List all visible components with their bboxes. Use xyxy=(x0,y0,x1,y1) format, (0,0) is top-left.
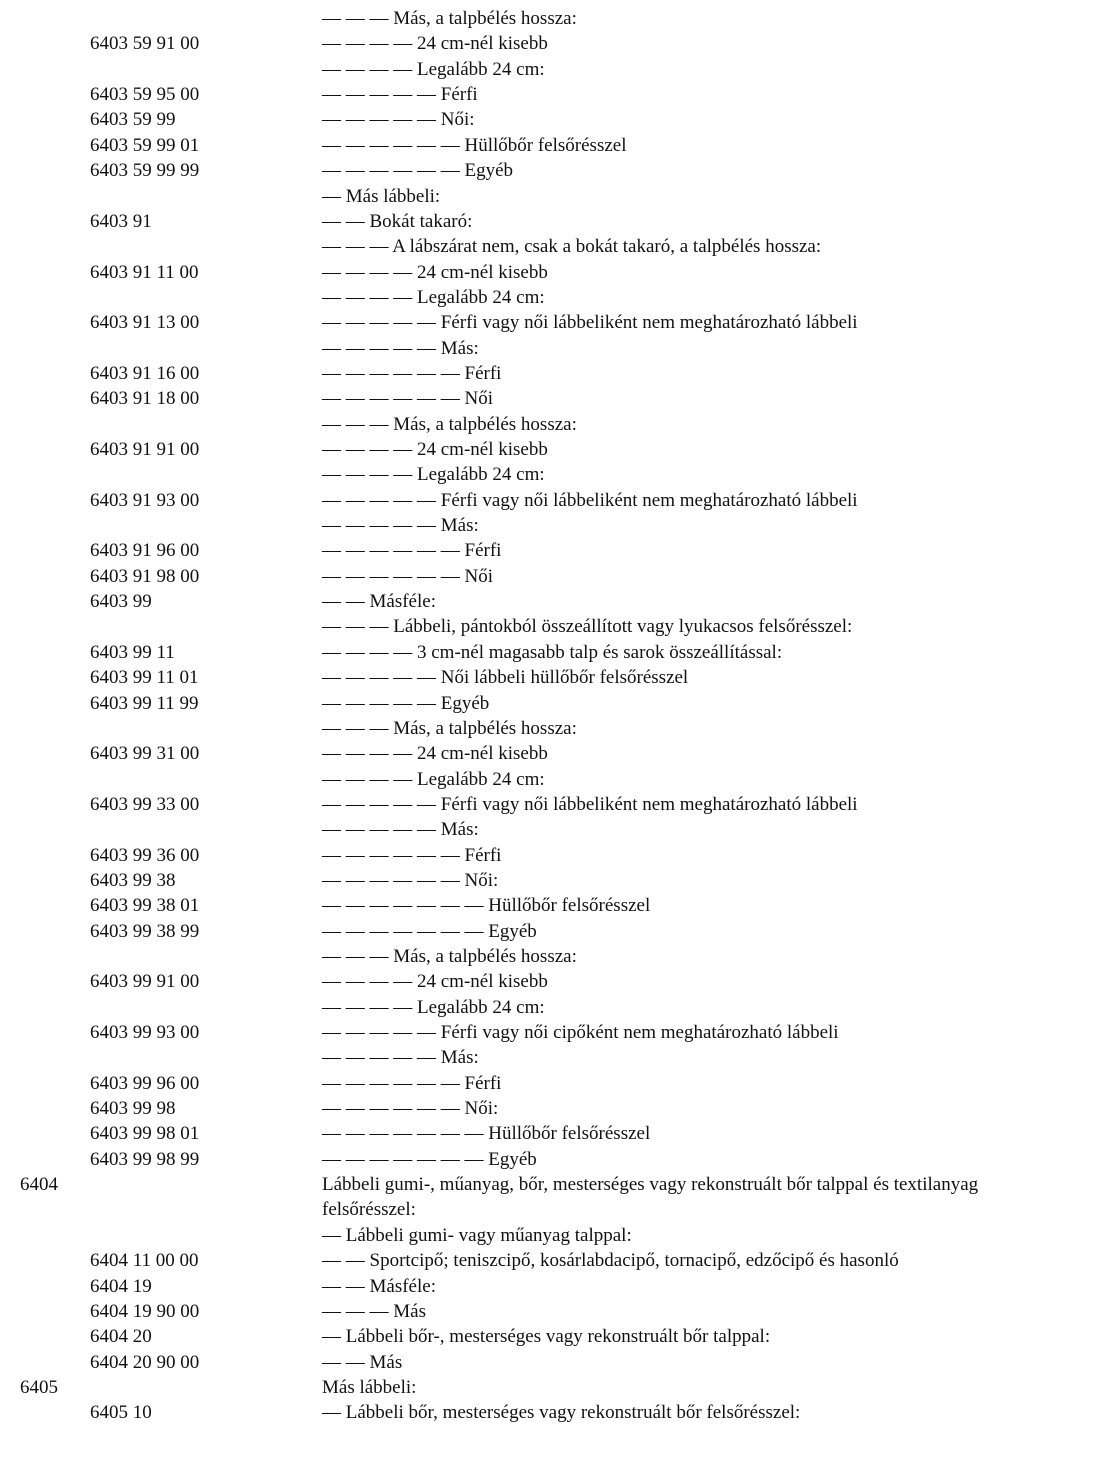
description-text: Más: xyxy=(440,1047,479,1069)
description-text: Más, a talpbélés hossza: xyxy=(393,946,577,967)
indent-dashes: — — — xyxy=(322,717,394,739)
description-text: 24 cm-nél kisebb xyxy=(417,743,548,765)
tariff-description xyxy=(322,310,1075,335)
tariff-description xyxy=(322,919,1075,944)
tariff-description xyxy=(322,6,1075,31)
tariff-row xyxy=(0,767,1115,792)
tariff-row xyxy=(0,107,1115,132)
tariff-code: 6403 99 11 99 xyxy=(90,692,199,714)
description-text: Egyéb xyxy=(488,1148,537,1170)
tariff-description xyxy=(322,1375,1075,1400)
tariff-description xyxy=(322,412,1075,437)
tariff-code: 6403 59 99 99 xyxy=(90,160,200,182)
tariff-row xyxy=(0,1121,1115,1146)
indent-dashes: — — — — — xyxy=(322,515,441,536)
tariff-row xyxy=(0,792,1115,817)
indent-dashes: — — — — — xyxy=(322,667,441,689)
description-text: Lábbeli gumi-, műanyag, bőr, mesterséges vagy rekonstruált bőr talppal és textilanyag felsőrésszel: xyxy=(322,1174,979,1221)
tariff-row xyxy=(0,1400,1115,1425)
indent-dashes: — — — — — — xyxy=(322,388,465,410)
tariff-row xyxy=(0,31,1115,56)
tariff-code: 6405 10 xyxy=(90,1402,152,1424)
indent-dashes: — — xyxy=(322,210,370,232)
description-text: Női: xyxy=(464,1098,499,1119)
description-text: Női lábbeli hüllőbőr felsőrésszel xyxy=(440,667,689,689)
tariff-description xyxy=(322,944,1075,969)
tariff-row xyxy=(0,285,1115,310)
tariff-code: 6403 91 xyxy=(90,210,152,232)
indent-dashes: — — — — — xyxy=(322,1022,441,1043)
description-text: Más: xyxy=(440,337,479,359)
tariff-row xyxy=(0,462,1115,487)
tariff-row xyxy=(0,513,1115,538)
tariff-row xyxy=(0,1096,1115,1121)
description-text: Férfi vagy női cipőként nem meghatározható lábbeli xyxy=(440,1022,839,1043)
tariff-row xyxy=(0,1071,1115,1096)
description-text: 3 cm-nél magasabb talp és sarok összeállítással: xyxy=(417,641,783,663)
description-text: Női: xyxy=(440,109,475,131)
indent-dashes: — xyxy=(322,1224,346,1246)
indent-dashes: — xyxy=(322,185,346,207)
indent-dashes: — — — xyxy=(322,8,394,29)
indent-dashes: — xyxy=(322,1402,346,1424)
tariff-description xyxy=(322,564,1075,589)
description-text: Hüllőbőr felsőrésszel xyxy=(488,895,651,917)
description-text: Lábbeli, pántokból összeállított vagy lyukacsos felsőrésszel: xyxy=(393,616,853,638)
tariff-code: 6403 99 38 99 xyxy=(90,920,200,942)
description-text: Másféle: xyxy=(369,591,436,613)
tariff-description xyxy=(322,82,1075,107)
description-text: Más lábbeli: xyxy=(322,1376,417,1398)
tariff-description xyxy=(322,234,1075,259)
tariff-code: 6403 99 91 00 xyxy=(90,971,200,993)
tariff-description xyxy=(322,1147,1075,1172)
tariff-row xyxy=(0,868,1115,893)
tariff-row xyxy=(0,843,1115,868)
description-text: Hüllőbőr felsőrésszel xyxy=(464,134,627,156)
tariff-row xyxy=(0,6,1115,31)
description-text: Férfi xyxy=(464,1072,502,1094)
indent-dashes: — — — — xyxy=(322,33,417,55)
indent-dashes: — — — — xyxy=(322,261,417,283)
tariff-code: 6403 99 38 xyxy=(90,869,176,891)
tariff-code: 6403 91 13 00 xyxy=(90,312,200,334)
tariff-code: 6403 91 16 00 xyxy=(90,362,200,384)
tariff-row xyxy=(0,336,1115,361)
description-text: Más: xyxy=(440,515,479,536)
tariff-row xyxy=(0,919,1115,944)
tariff-description xyxy=(322,1121,1075,1146)
description-text: Férfi xyxy=(464,844,502,866)
description-text: Legalább 24 cm: xyxy=(417,996,545,1018)
tariff-code: 6404 11 00 00 xyxy=(90,1250,199,1272)
tariff-description xyxy=(322,57,1075,82)
indent-dashes: — — — — xyxy=(322,464,417,486)
description-text: Más, a talpbélés hossza: xyxy=(393,717,577,739)
tariff-description xyxy=(322,1223,1075,1248)
description-text: Más: xyxy=(440,819,479,841)
description-text: Sportcipő; teniszcipő, kosárlabdacipő, tornacipő, edzőcipő és hasonló xyxy=(369,1250,899,1272)
tariff-row xyxy=(0,741,1115,766)
indent-dashes: — — — — — — xyxy=(322,844,465,866)
tariff-row xyxy=(0,893,1115,918)
tariff-description xyxy=(322,893,1075,918)
tariff-row xyxy=(0,944,1115,969)
tariff-row xyxy=(0,57,1115,82)
indent-dashes: — — — — — — xyxy=(322,540,465,562)
tariff-row xyxy=(0,437,1115,462)
tariff-description xyxy=(322,260,1075,285)
indent-dashes: — — — — — — xyxy=(322,134,465,156)
description-text: Női xyxy=(464,565,493,587)
tariff-row xyxy=(0,488,1115,513)
indent-dashes: — — — — xyxy=(322,971,417,993)
tariff-code: 6403 99 33 00 xyxy=(90,793,200,815)
description-text: Más xyxy=(369,1351,403,1373)
tariff-row xyxy=(0,310,1115,335)
tariff-code: 6403 99 31 00 xyxy=(90,743,200,765)
tariff-description xyxy=(322,513,1075,538)
description-text: Más, a talpbélés hossza: xyxy=(393,8,577,29)
tariff-description xyxy=(322,1045,1075,1070)
indent-dashes: — — — — — xyxy=(322,692,441,714)
indent-dashes: — — — — xyxy=(322,768,417,790)
tariff-row xyxy=(0,538,1115,563)
tariff-code: 6403 59 95 00 xyxy=(90,84,200,106)
tariff-code: 6403 99 36 00 xyxy=(90,844,200,866)
tariff-code: 6403 91 18 00 xyxy=(90,388,200,410)
description-text: Legalább 24 cm: xyxy=(417,286,545,308)
tariff-description xyxy=(322,817,1075,842)
tariff-description xyxy=(322,1096,1075,1121)
description-text: Egyéb xyxy=(464,160,514,182)
tariff-description xyxy=(322,1172,1075,1222)
description-text: Női: xyxy=(464,869,499,891)
description-text: Legalább 24 cm: xyxy=(417,464,545,486)
indent-dashes: — — — — — — xyxy=(322,160,465,182)
description-text: Férfi xyxy=(464,540,502,562)
description-text: Férfi xyxy=(440,84,478,106)
indent-dashes: — — — — xyxy=(322,996,417,1018)
tariff-code: 6404 19 90 00 xyxy=(90,1300,200,1322)
description-text: 24 cm-nél kisebb xyxy=(417,33,548,55)
tariff-description xyxy=(322,843,1075,868)
tariff-description xyxy=(322,1274,1075,1299)
tariff-row xyxy=(0,1020,1115,1045)
tariff-code: 6404 20 xyxy=(90,1326,152,1348)
description-text: Más, a talpbélés hossza: xyxy=(393,413,577,435)
indent-dashes: — — — — — xyxy=(322,489,441,511)
tariff-row xyxy=(0,1045,1115,1070)
indent-dashes: — — — — — — — xyxy=(322,1148,489,1170)
tariff-description xyxy=(322,158,1075,183)
indent-dashes: — — — — — — xyxy=(322,869,465,891)
indent-dashes: — — — — — — — xyxy=(322,1123,489,1145)
description-text: Hüllőbőr felsőrésszel xyxy=(488,1123,651,1145)
description-text: Más xyxy=(393,1300,426,1322)
tariff-row xyxy=(0,1324,1115,1349)
description-text: Egyéb xyxy=(440,692,490,714)
tariff-code: 6403 99 96 00 xyxy=(90,1072,200,1094)
tariff-description xyxy=(322,538,1075,563)
tariff-code: 6403 99 98 01 xyxy=(90,1123,200,1145)
tariff-code: 6403 59 91 00 xyxy=(90,33,200,55)
tariff-row xyxy=(0,564,1115,589)
tariff-row xyxy=(0,209,1115,234)
tariff-row xyxy=(0,158,1115,183)
tariff-description xyxy=(322,589,1075,614)
indent-dashes: — — — xyxy=(322,236,393,258)
tariff-description xyxy=(322,184,1075,209)
tariff-description xyxy=(322,336,1075,361)
tariff-description xyxy=(322,665,1075,690)
description-text: A lábszárat nem, csak a bokát takaró, a talpbélés hossza: xyxy=(392,236,822,258)
indent-dashes: — — xyxy=(322,1351,370,1373)
tariff-row xyxy=(0,995,1115,1020)
tariff-row xyxy=(0,133,1115,158)
tariff-row xyxy=(0,665,1115,690)
tariff-code: 6403 91 93 00 xyxy=(90,489,200,511)
tariff-description xyxy=(322,209,1075,234)
tariff-description xyxy=(322,361,1075,386)
tariff-code: 6403 99 93 00 xyxy=(90,1022,200,1043)
tariff-description xyxy=(322,792,1075,817)
indent-dashes: — xyxy=(322,1326,346,1348)
tariff-row xyxy=(0,614,1115,639)
tariff-description xyxy=(322,437,1075,462)
indent-dashes: — — — — — xyxy=(322,109,441,131)
tariff-code: 6403 59 99 01 xyxy=(90,134,200,156)
tariff-description xyxy=(322,1400,1075,1425)
indent-dashes: — — xyxy=(322,1250,370,1272)
description-text: Egyéb xyxy=(488,920,537,942)
description-text: 24 cm-nél kisebb xyxy=(417,971,548,993)
tariff-code: 6404 20 90 00 xyxy=(90,1351,200,1373)
indent-dashes: — — — — xyxy=(322,641,417,663)
tariff-row xyxy=(0,260,1115,285)
tariff-description xyxy=(322,1350,1075,1375)
tariff-description xyxy=(322,716,1075,741)
tariff-code: 6403 91 96 00 xyxy=(90,540,200,562)
tariff-description xyxy=(322,1299,1075,1324)
tariff-row xyxy=(0,1375,1115,1400)
description-text: Lábbeli bőr-, mesterséges vagy rekonstruált bőr talppal: xyxy=(345,1326,771,1348)
tariff-description xyxy=(322,488,1075,513)
indent-dashes: — — xyxy=(322,591,370,613)
indent-dashes: — — — xyxy=(322,616,394,638)
tariff-description xyxy=(322,969,1075,994)
indent-dashes: — — — xyxy=(322,1300,394,1322)
tariff-row xyxy=(0,1223,1115,1248)
indent-dashes: — — — — — — xyxy=(322,1072,465,1094)
description-text: 24 cm-nél kisebb xyxy=(417,261,548,283)
tariff-description xyxy=(322,1020,1075,1045)
indent-dashes: — — — — — — — xyxy=(322,920,489,942)
tariff-description xyxy=(322,741,1075,766)
indent-dashes: — — — — xyxy=(322,439,417,460)
description-text: Férfi vagy női lábbeliként nem meghatározható lábbeli xyxy=(440,793,858,815)
tariff-description xyxy=(322,640,1075,665)
tariff-row xyxy=(0,234,1115,259)
tariff-code: 6403 99 98 xyxy=(90,1098,176,1119)
tariff-row xyxy=(0,691,1115,716)
tariff-description xyxy=(322,386,1075,411)
tariff-description xyxy=(322,1248,1075,1273)
indent-dashes: — — — — — — — xyxy=(322,895,489,917)
indent-dashes: — — — xyxy=(322,946,394,967)
description-text: Legalább 24 cm: xyxy=(417,58,545,80)
tariff-row xyxy=(0,640,1115,665)
tariff-row xyxy=(0,1147,1115,1172)
indent-dashes: — — — — xyxy=(322,286,417,308)
description-text: Más lábbeli: xyxy=(345,185,441,207)
tariff-description xyxy=(322,1071,1075,1096)
tariff-description xyxy=(322,614,1075,639)
indent-dashes: — — — — — — xyxy=(322,362,465,384)
indent-dashes: — — — — — xyxy=(322,337,441,359)
tariff-row xyxy=(0,82,1115,107)
tariff-row xyxy=(0,361,1115,386)
tariff-description xyxy=(322,107,1075,132)
description-text: Lábbeli gumi- vagy műanyag talppal: xyxy=(345,1224,632,1246)
tariff-code: 6403 91 98 00 xyxy=(90,565,200,587)
tariff-row xyxy=(0,1350,1115,1375)
tariff-row xyxy=(0,589,1115,614)
tariff-code: 6403 99 98 99 xyxy=(90,1148,200,1170)
tariff-description xyxy=(322,133,1075,158)
tariff-code: 6403 99 11 xyxy=(90,641,175,663)
indent-dashes: — — — — xyxy=(322,58,417,80)
indent-dashes: — — — — — xyxy=(322,84,441,106)
tariff-row xyxy=(0,386,1115,411)
tariff-row xyxy=(0,1299,1115,1324)
indent-dashes: — — — — xyxy=(322,743,417,765)
tariff-row xyxy=(0,817,1115,842)
indent-dashes: — — — — — — xyxy=(322,1098,465,1119)
indent-dashes: — — — — — xyxy=(322,793,441,815)
tariff-row xyxy=(0,1248,1115,1273)
tariff-description xyxy=(322,995,1075,1020)
tariff-description xyxy=(322,462,1075,487)
tariff-code: 6404 xyxy=(20,1174,58,1196)
indent-dashes: — — — xyxy=(322,413,394,435)
tariff-description xyxy=(322,1324,1075,1349)
tariff-code: 6403 91 11 00 xyxy=(90,261,199,283)
description-text: Lábbeli bőr, mesterséges vagy rekonstruált bőr felsőrésszel: xyxy=(345,1402,801,1424)
tariff-row xyxy=(0,184,1115,209)
tariff-row xyxy=(0,412,1115,437)
tariff-description xyxy=(322,868,1075,893)
tariff-code: 6403 99 11 01 xyxy=(90,667,199,689)
tariff-code: 6403 99 xyxy=(90,591,152,613)
indent-dashes: — — xyxy=(322,1275,370,1297)
tariff-row xyxy=(0,1274,1115,1299)
tariff-code: 6405 xyxy=(20,1376,58,1398)
description-text: Másféle: xyxy=(369,1275,436,1297)
description-text: Bokát takaró: xyxy=(369,210,473,232)
indent-dashes: — — — — — xyxy=(322,312,441,334)
indent-dashes: — — — — — xyxy=(322,819,441,841)
tariff-code: 6404 19 xyxy=(90,1275,152,1297)
tariff-description xyxy=(322,767,1075,792)
description-text: 24 cm-nél kisebb xyxy=(417,439,548,460)
tariff-description xyxy=(322,691,1075,716)
tariff-row xyxy=(0,716,1115,741)
indent-dashes: — — — — — xyxy=(322,1047,441,1069)
tariff-row xyxy=(0,969,1115,994)
tariff-code: 6403 91 91 00 xyxy=(90,439,200,460)
description-text: Férfi xyxy=(464,362,502,384)
description-text: Női xyxy=(464,388,493,410)
tariff-row xyxy=(0,1172,1115,1222)
description-text: Legalább 24 cm: xyxy=(417,768,545,790)
description-text: Férfi vagy női lábbeliként nem meghatározható lábbeli xyxy=(440,312,858,334)
indent-dashes: — — — — — — xyxy=(322,565,465,587)
tariff-code: 6403 99 38 01 xyxy=(90,895,200,917)
description-text: Férfi vagy női lábbeliként nem meghatározható lábbeli xyxy=(440,489,858,511)
tariff-description xyxy=(322,285,1075,310)
tariff-description xyxy=(322,31,1075,56)
tariff-code: 6403 59 99 xyxy=(90,109,176,131)
